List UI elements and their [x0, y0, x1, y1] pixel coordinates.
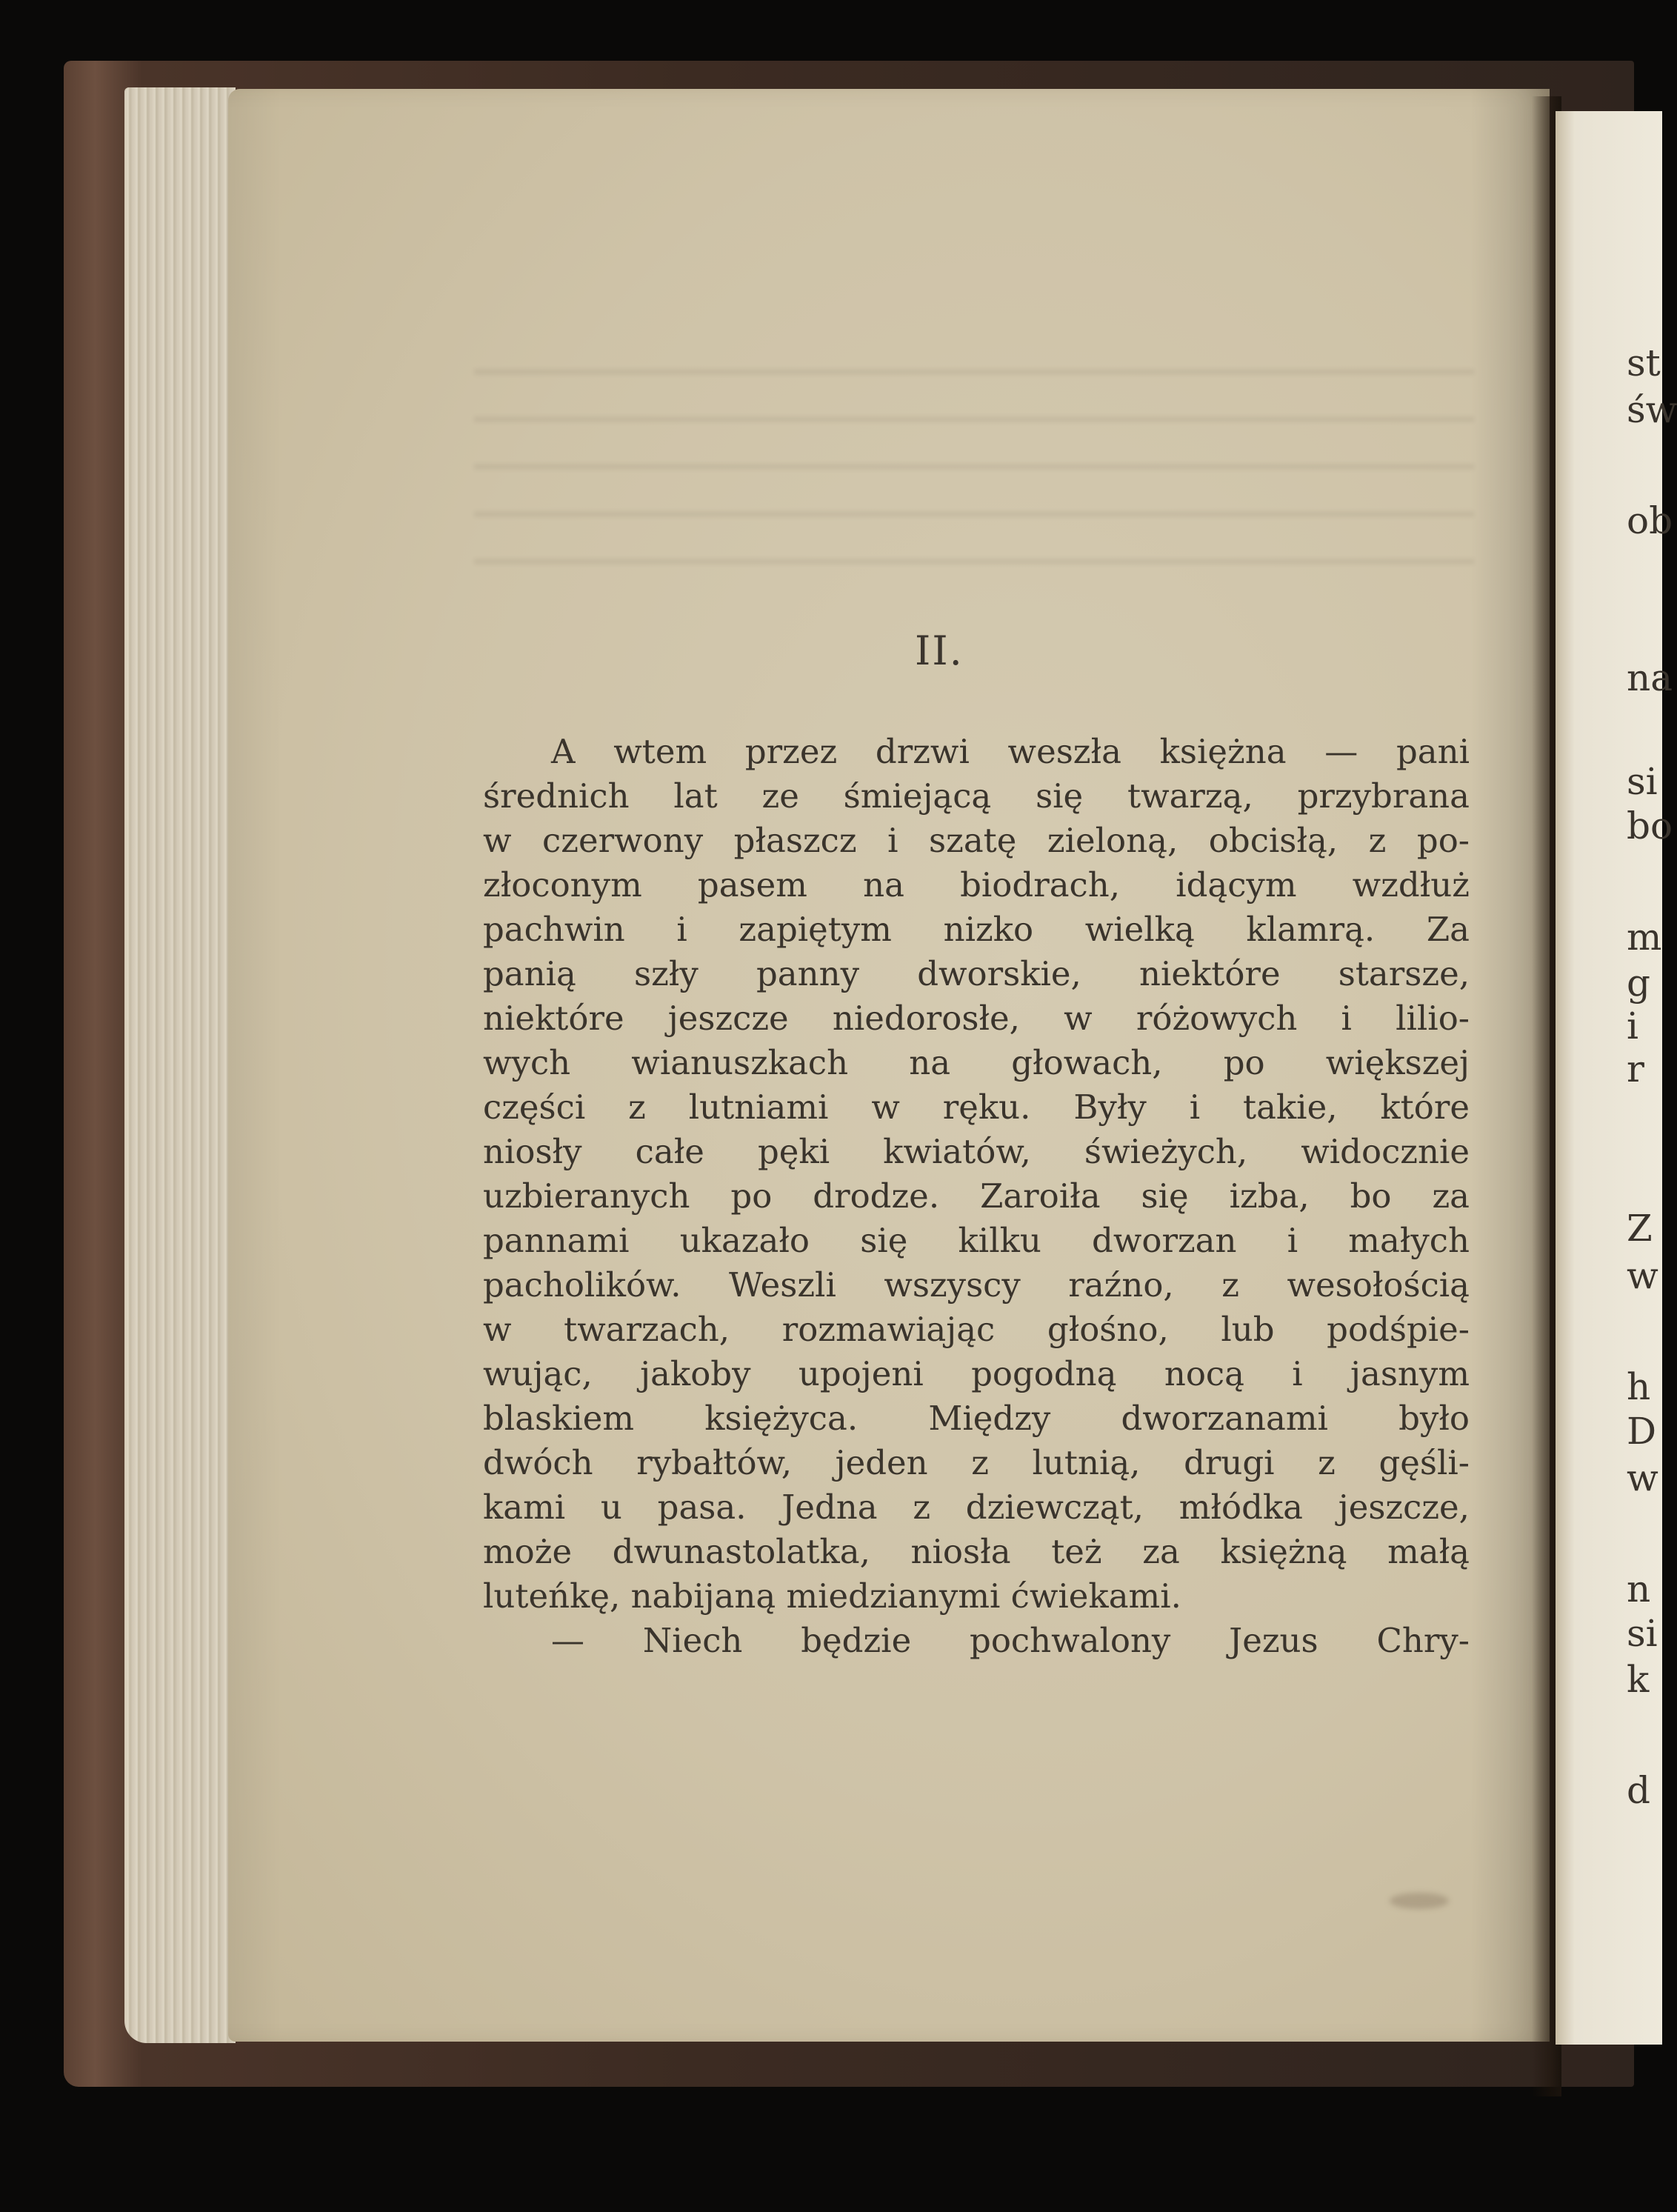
text-line: średnich lat ze śmiejącą się twarzą, przybrana	[483, 776, 1470, 816]
facing-page-fragment: si	[1627, 760, 1658, 803]
facing-page-fragment: Z	[1627, 1207, 1653, 1250]
text-line: w twarzach, rozmawiając głośno, lub podśpie-	[483, 1310, 1470, 1349]
facing-page-fragment: na	[1627, 656, 1673, 699]
facing-page-fragment: si	[1627, 1612, 1658, 1655]
text-line: uzbieranych po drodze. Zaroiła się izba, bo za	[483, 1176, 1470, 1216]
facing-page-fragment: i	[1627, 1005, 1638, 1047]
facing-page-fragment: k	[1627, 1658, 1650, 1701]
text-line: wując, jakoby upojeni pogodną nocą i jasnym	[483, 1354, 1470, 1393]
facing-page-fragment: w	[1627, 1254, 1658, 1297]
facing-page-fragment: św	[1627, 388, 1677, 431]
text-line: panią szły panny dworskie, niektóre starsze,	[483, 954, 1470, 993]
text-line: pannami ukazało się kilku dworzan i małych	[483, 1221, 1470, 1260]
text-line: blaskiem księżyca. Między dworzanami było	[483, 1399, 1470, 1438]
facing-page-fragment: h	[1627, 1365, 1651, 1408]
text-line: wych wianuszkach na głowach, po większej	[483, 1043, 1470, 1082]
facing-page-fragment: ob	[1627, 499, 1673, 542]
facing-page-fragment: m	[1627, 916, 1662, 959]
facing-page-fragment: n	[1627, 1568, 1651, 1610]
text-line: A wtem przez drzwi weszła księżna — pani	[551, 732, 1470, 771]
chapter-heading: II.	[915, 627, 964, 674]
facing-page-fragment: st	[1627, 342, 1661, 384]
page-block-edges	[124, 87, 236, 2043]
facing-page-fragment: bo	[1627, 804, 1673, 847]
facing-page-fragment: w	[1627, 1456, 1658, 1499]
facing-page-fragment: d	[1627, 1769, 1651, 1812]
bleed-through-text	[474, 341, 1474, 593]
text-line: może dwunastolatka, niosła też za księżną małą	[483, 1532, 1470, 1571]
text-line: luteńkę, nabijaną miedzianymi ćwiekami.	[483, 1576, 1181, 1616]
facing-page-fragment: g	[1627, 962, 1651, 1005]
text-line: części z lutniami w ręku. Były i takie, które	[483, 1087, 1470, 1127]
text-line: dwóch rybałtów, jeden z lutnią, drugi z gęśli-	[483, 1443, 1470, 1482]
paper-stain	[1390, 1893, 1449, 1909]
text-line: — Niech będzie pochwalony Jezus Chry-	[551, 1621, 1470, 1660]
text-line: pachwin i zapiętym nizko wielką klamrą. Za	[483, 910, 1470, 949]
text-line: niektóre jeszcze niedorosłe, w różowych i lilio-	[483, 999, 1470, 1038]
text-line: w czerwony płaszcz i szatę zieloną, obcisłą, z po-	[483, 821, 1470, 860]
right-page-cropped	[1556, 111, 1677, 2045]
facing-page-fragment: r	[1627, 1047, 1644, 1090]
text-line: pacholików. Weszli wszyscy raźno, z wesołością	[483, 1265, 1470, 1305]
text-line: kami u pasa. Jedna z dziewcząt, młódka jeszcze,	[483, 1488, 1470, 1527]
text-line: złoconym pasem na biodrach, idącym wzdłuż	[483, 865, 1470, 905]
facing-page-fragment: D	[1627, 1410, 1657, 1453]
text-line: niosły całe pęki kwiatów, świeżych, widocznie	[483, 1132, 1470, 1171]
